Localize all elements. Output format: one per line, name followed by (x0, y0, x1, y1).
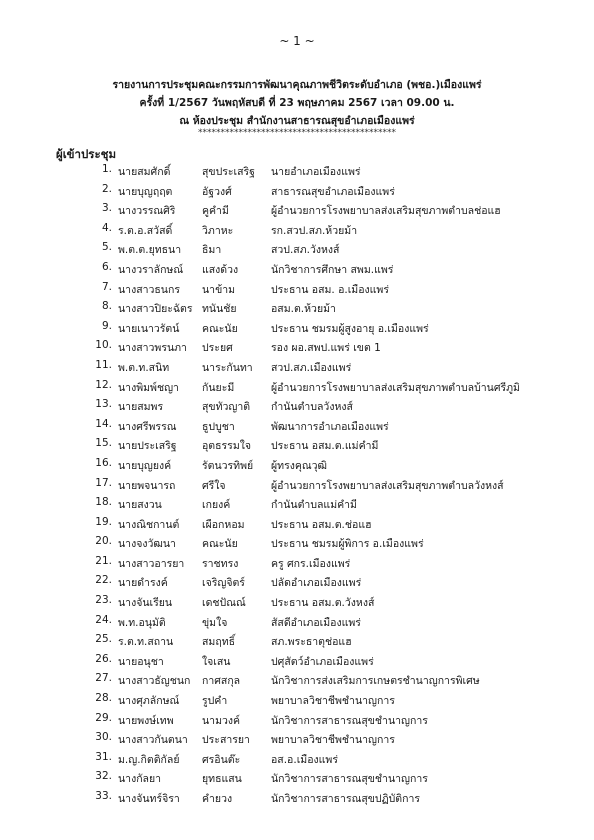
attendee-row (0, 398, 594, 418)
report-title-line-1: รายงานการประชุมคณะกรรมการพัฒนาคุณภาพชีวิตระดับอำเภอ (พชอ.)เมืองแพร่ (112, 79, 482, 91)
attendee-position: ประธาน ชมรมผู้สูงอายุ อ.เมืองแพร่ (271, 322, 429, 335)
attendee-first-name: นางพิมพ์ชญา (118, 381, 179, 394)
attendee-number: 6. (101, 260, 112, 273)
attendee-number: 30. (95, 731, 112, 744)
attendee-number: 7. (101, 280, 112, 293)
attendee-last-name: กันยะมี (202, 381, 235, 394)
attendee-position: รก.สวป.สภ.ห้วยม้า (271, 224, 358, 237)
attendee-first-name: นายพจนารถ (118, 479, 176, 492)
attendee-number: 5. (101, 241, 112, 254)
attendee-number: 10. (95, 339, 112, 352)
attendee-position: สวป.สภ.วังหงส์ (271, 244, 340, 257)
attendee-list (0, 163, 594, 810)
attendee-position: กำนันตำบลวังหงส์ (271, 401, 353, 414)
attendee-first-name: นายอนุชา (118, 655, 164, 668)
attendee-position: สาธารณสุขอำเภอเมืองแพร่ (271, 185, 395, 198)
attendee-last-name: เผือกหอม (202, 518, 245, 531)
attendee-position: พัฒนาการอำเภอเมืองแพร่ (271, 420, 389, 433)
report-title-line-3: ณ ห้องประชุม สำนักงานสาธารณสุขอำเภอเมืองแพร่ (179, 115, 415, 127)
attendee-last-name: ศรอินต๊ะ (202, 753, 241, 766)
attendee-last-name: ยุทธแสน (202, 773, 242, 786)
attendee-row (0, 202, 594, 222)
attendee-number: 18. (95, 496, 112, 509)
attendee-first-name: นายเนาวรัตน์ (118, 322, 180, 335)
attendee-first-name: นางศุภลักษณ์ (118, 695, 180, 708)
attendee-last-name: คณะนัย (202, 538, 238, 551)
attendee-row (0, 692, 594, 712)
attendee-row (0, 594, 594, 614)
attendee-row (0, 653, 594, 673)
attendee-last-name: ใจเสน (202, 655, 231, 668)
attendee-first-name: นายบุญยงค์ (118, 459, 172, 472)
attendee-first-name: นายสมศักดิ์ (118, 166, 171, 178)
attendee-number: 16. (95, 456, 112, 469)
attendee-position: พยาบาลวิชาชีพชำนาญการ (271, 734, 395, 747)
attendee-first-name: นางวราลักษณ์ (118, 263, 184, 276)
attendee-first-name: นางสาวพรนภา (118, 342, 187, 355)
attendee-row (0, 574, 594, 594)
attendee-first-name: นายดำรงค์ (118, 577, 168, 590)
attendee-first-name: พ.ต.ท.สนิท (118, 361, 170, 374)
attendee-row (0, 535, 594, 555)
attendee-first-name: นางศรีพรรณ (118, 420, 177, 433)
attendee-row (0, 672, 594, 692)
attendee-first-name: ม.ญ.กิตติกัลย์ (118, 753, 180, 766)
attendee-position: ครู ศกร.เมืองแพร่ (271, 557, 351, 570)
attendee-row (0, 418, 594, 438)
attendee-number: 1. (101, 163, 112, 175)
attendee-number: 11. (95, 358, 112, 371)
attendee-position: อส.อ.เมืองแพร่ (271, 753, 338, 766)
attendee-row (0, 183, 594, 203)
attendee-number: 13. (95, 398, 112, 411)
attendee-last-name: ราชทรง (202, 557, 239, 570)
attendee-number: 15. (95, 437, 112, 450)
attendee-position: ปลัดอำเภอเมืองแพร่ (271, 577, 362, 590)
attendee-position: ประธาน ชมรมผู้พิการ อ.เมืองแพร่ (271, 538, 424, 551)
attendee-position: นักวิชาการสาธารณสุขชำนาญการ (271, 773, 428, 786)
attendee-last-name: ศรีใจ (202, 479, 226, 492)
attendee-first-name: ร.ต.ท.สถาน (118, 636, 174, 649)
attendee-last-name: อัฐวงศ์ (202, 185, 232, 198)
attendee-last-name: ประยศ (202, 342, 233, 355)
attendee-first-name: นางสาวปิยะฉัตร (118, 303, 193, 316)
attendee-position: นักวิชาการศึกษา สพม.แพร่ (271, 263, 394, 276)
attendee-row (0, 437, 594, 457)
attendee-number: 33. (95, 790, 112, 802)
attendee-first-name: นางจันเรียน (118, 597, 173, 610)
attendee-first-name: นายประเสริฐ (118, 440, 177, 453)
attendee-last-name: เกยงค์ (202, 499, 231, 512)
section-title-attendees: ผู้เข้าประชุม (56, 147, 117, 161)
attendee-last-name: นามวงค์ (202, 714, 241, 727)
attendee-position: นักวิชาการส่งเสริมการเกษตรชำนาญการพิเศษ (271, 675, 480, 688)
attendee-position: สัสดีอำเภอเมืองแพร่ (271, 616, 361, 629)
attendee-row (0, 241, 594, 261)
attendee-last-name: สมฤทธิ์ (202, 636, 236, 649)
attendee-number: 27. (95, 672, 112, 685)
attendee-row (0, 790, 594, 810)
attendee-number: 19. (95, 515, 112, 528)
attendee-position: นักวิชาการสาธารณสุขชำนาญการ (271, 714, 428, 727)
attendee-position: ประธาน อสม.ต.ช่อแฮ (271, 518, 372, 531)
attendee-position: นักวิชาการสาธารณสุขปฏิบัติการ (271, 793, 421, 805)
attendee-position: ปศุสัตว์อำเภอเมืองแพร่ (271, 655, 374, 668)
attendee-last-name: สุขประเสริฐ (202, 166, 255, 178)
attendee-first-name: ร.ต.อ.สวัสดิ์ (118, 224, 173, 237)
attendee-first-name: พ.ต.ต.ยุทธนา (118, 244, 182, 257)
attendee-row (0, 614, 594, 634)
attendee-position: ผู้ทรงคุณวุฒิ (271, 459, 327, 472)
attendee-position: กำนันตำบลแม่คำมี (271, 499, 357, 512)
attendee-last-name: กาศสกุล (202, 675, 241, 688)
attendee-first-name: นางสาวอารยา (118, 557, 185, 570)
attendee-number: 31. (95, 750, 112, 763)
attendee-position: ประธาน อสม.ต.แม่คำมี (271, 440, 379, 453)
attendee-last-name: ประสารยา (202, 734, 250, 747)
attendee-row (0, 555, 594, 575)
attendee-number: 32. (95, 770, 112, 783)
attendee-number: 29. (95, 711, 112, 724)
attendee-first-name: นางณิชกานต์ (118, 518, 180, 531)
attendee-number: 8. (101, 300, 112, 313)
attendee-row (0, 359, 594, 379)
attendee-row (0, 320, 594, 340)
attendee-first-name: นายสงวน (118, 499, 162, 512)
attendee-last-name: นาระกันทา (202, 361, 253, 374)
attendee-first-name: นางกัลยา (118, 773, 162, 786)
attendee-position: ผู้อำนวยการโรงพยาบาลส่งเสริมสุขภาพตำบลวังหงส์ (271, 479, 504, 492)
attendee-last-name: ขุ่มใจ (202, 616, 228, 629)
attendee-number: 4. (101, 221, 112, 234)
attendee-position: พยาบาลวิชาชีพชำนาญการ (271, 695, 395, 708)
attendee-position: ผู้อำนวยการโรงพยาบาลส่งเสริมสุขภาพตำบลช่อแฮ (271, 205, 501, 218)
report-title-line-2: ครั้งที่ 1/2567 วันพฤหัสบดี ที่ 23 พฤษภาคม 2567 เวลา 09.00 น. (139, 97, 455, 109)
attendee-first-name: นางสาวธนกร (118, 283, 180, 296)
attendee-last-name: เจริญจิตร์ (202, 577, 245, 590)
attendee-number: 28. (95, 692, 112, 705)
page-number: ~ 1 ~ (279, 34, 315, 48)
attendee-position: นายอำเภอเมืองแพร่ (271, 166, 361, 178)
attendee-number: 26. (95, 652, 112, 665)
attendee-last-name: เดชปัณณ์ (202, 597, 246, 610)
attendee-number: 9. (101, 319, 112, 332)
attendee-last-name: ธิมา (202, 244, 222, 257)
attendee-last-name: ธูปบูชา (202, 420, 235, 433)
attendee-first-name: นางสาวกันตนา (118, 734, 188, 747)
attendee-row (0, 751, 594, 771)
attendee-first-name: นางวรรณศิริ (118, 205, 176, 218)
attendee-row (0, 300, 594, 320)
attendee-row (0, 770, 594, 790)
attendee-row (0, 712, 594, 732)
attendee-row (0, 457, 594, 477)
attendee-position: สวป.สภ.เมืองแพร่ (271, 361, 352, 374)
attendee-last-name: สุขทัวญาติ (202, 401, 251, 414)
attendee-number: 14. (95, 417, 112, 430)
attendee-last-name: ทนันชัย (202, 303, 237, 316)
attendee-first-name: นางจันทร์จิรา (118, 793, 180, 805)
attendee-first-name: พ.ท.อนุมัติ (118, 616, 166, 629)
attendee-first-name: นางสาวธัญชนก (118, 675, 191, 688)
attendee-number: 25. (95, 633, 112, 646)
attendee-number: 12. (95, 378, 112, 391)
attendee-last-name: คูคำมี (202, 205, 229, 218)
attendee-row (0, 477, 594, 497)
separator-stars: ******************************************** (198, 128, 396, 138)
attendee-row (0, 379, 594, 399)
attendee-position: ผู้อำนวยการโรงพยาบาลส่งเสริมสุขภาพตำบลบ้านศรีภูมิ (271, 381, 520, 394)
attendee-number: 23. (95, 594, 112, 607)
attendee-number: 24. (95, 613, 112, 626)
attendee-row (0, 731, 594, 751)
attendee-last-name: วิภาหะ (202, 224, 234, 237)
attendee-position: ประธาน อสม.ต.วังหงส์ (271, 597, 375, 610)
attendee-row (0, 261, 594, 281)
attendee-number: 2. (101, 182, 112, 195)
attendee-position: สภ.พระธาตุช่อแฮ (271, 636, 352, 649)
attendee-row (0, 633, 594, 653)
attendee-number: 20. (95, 535, 112, 548)
attendee-first-name: นายพงษ์เทพ (118, 714, 174, 727)
attendee-row (0, 339, 594, 359)
attendee-last-name: คำยวง (202, 793, 233, 805)
attendee-row (0, 496, 594, 516)
attendee-position: อสม.ต.ห้วยม้า (271, 303, 336, 316)
attendee-first-name: นายสมพร (118, 401, 164, 414)
attendee-row (0, 163, 594, 183)
attendee-last-name: นาข้าม (202, 283, 236, 296)
attendee-last-name: คณะนัย (202, 322, 238, 335)
attendee-position: ประธาน อสม. อ.เมืองแพร่ (271, 283, 389, 296)
attendee-first-name: นายบุญฤฤต (118, 185, 173, 198)
attendee-row (0, 222, 594, 242)
attendee-number: 21. (95, 554, 112, 567)
attendee-number: 3. (101, 202, 112, 215)
attendee-last-name: แสงด้วง (202, 263, 239, 276)
attendee-number: 22. (95, 574, 112, 587)
attendee-position: รอง ผอ.สพป.แพร่ เขต 1 (271, 342, 381, 355)
attendee-last-name: รัตนวรทิพย์ (202, 459, 254, 472)
attendee-last-name: อุตธรรมใจ (202, 440, 252, 453)
attendee-first-name: นางจงวัฒนา (118, 538, 176, 551)
attendee-row (0, 516, 594, 536)
attendee-row (0, 281, 594, 301)
attendee-number: 17. (95, 476, 112, 489)
attendee-last-name: รูปคำ (202, 695, 228, 708)
